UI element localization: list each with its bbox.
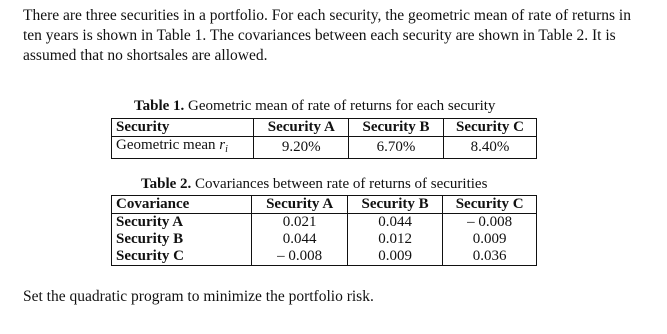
- table2-cell: 0.012: [347, 231, 442, 248]
- table2-covariances: [111, 195, 537, 266]
- table2-cell: – 0.008: [443, 214, 537, 232]
- table1-header-b: Security B: [349, 119, 444, 137]
- table2-header-a: Security A: [252, 196, 347, 214]
- table2-cell: 0.036: [443, 248, 537, 266]
- table2-header-row: [112, 196, 537, 214]
- table2-cell: 0.009: [347, 248, 442, 266]
- table1-value-b: 6.70%: [349, 137, 444, 159]
- table2-header-covariance: Covariance: [112, 196, 252, 214]
- table1-header-c: Security C: [443, 119, 536, 137]
- table1-header-a: Security A: [254, 119, 349, 137]
- table-row: [112, 137, 537, 159]
- table1-header-row: [112, 119, 537, 137]
- table2-cell: 0.021: [252, 214, 347, 232]
- table1-row-label-text: Geometric mean: [116, 137, 220, 153]
- problem-instruction: Set the quadratic program to minimize the portfolio risk.: [23, 288, 374, 305]
- table1-caption: [134, 97, 495, 115]
- table2-cell: – 0.008: [252, 248, 347, 266]
- mean-return-symbol: $r_i$: [219, 137, 228, 155]
- table-row: [112, 231, 537, 248]
- table2-caption-text: Covariances between rate of returns of securities: [191, 176, 488, 192]
- table1-header-security: Security: [112, 119, 254, 137]
- table2-cell: 0.009: [443, 231, 537, 248]
- table2-header-b: Security B: [347, 196, 442, 214]
- table2-row-label: Security C: [116, 248, 184, 264]
- table1-caption-label: Table 1.: [134, 98, 185, 114]
- table2-cell: 0.044: [347, 214, 442, 232]
- table-row: [112, 214, 537, 232]
- table2-row-label: Security B: [116, 231, 184, 247]
- table2-caption-label: Table 2.: [141, 176, 192, 192]
- table1-geometric-means: [111, 118, 537, 159]
- table-row: [112, 248, 537, 266]
- table2-caption: [141, 175, 487, 193]
- table2-row-label: Security A: [116, 214, 184, 230]
- table1-value-c: 8.40%: [443, 137, 536, 159]
- table1-value-a: 9.20%: [254, 137, 349, 159]
- table1-row-label: [112, 137, 254, 159]
- problem-intro: There are three securities in a portfolio. For each security, the geometric mean of rate of returns in ten years is shown in Table 1. The covariances between each security are shown in Table 2. It is assumed that no shortsales are allowed.: [23, 7, 631, 64]
- table2-cell: 0.044: [252, 231, 347, 248]
- table2-header-c: Security C: [443, 196, 537, 214]
- table1-caption-text: Geometric mean of rate of returns for each security: [184, 98, 496, 114]
